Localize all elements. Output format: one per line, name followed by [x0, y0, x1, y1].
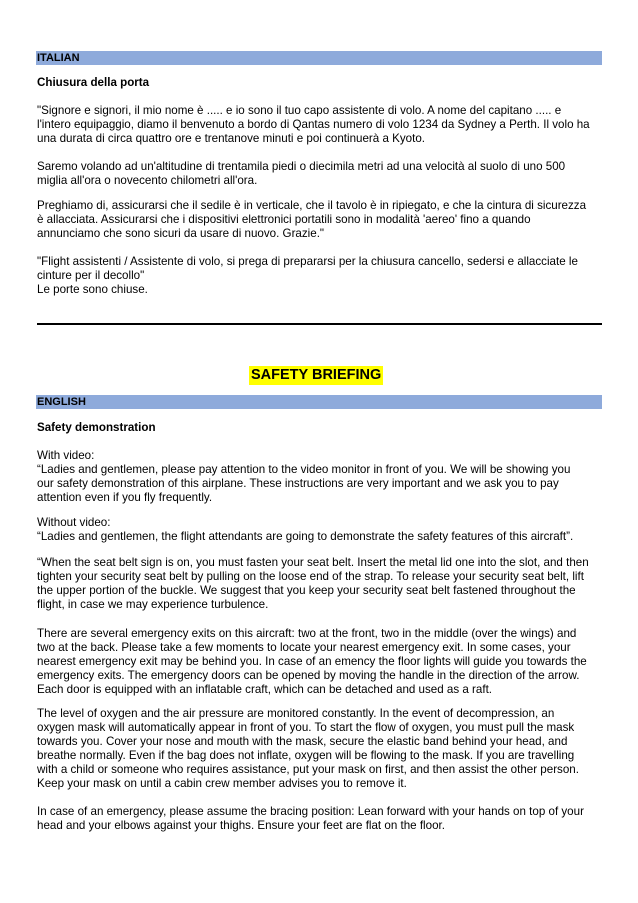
text-line: In case of an emergency, please assume the bracing position: Lean forward with your hands on top of your [37, 805, 584, 818]
text-line: Each door is equipped with an inflatable craft, which can be detached and used as a raft. [37, 683, 493, 697]
english-paragraph-2 [37, 516, 607, 544]
text-line: With video: [37, 449, 95, 462]
english-paragraph-5 [37, 707, 607, 792]
text-line: with a child or someone who requires assistance, put your mask on first, and then assist the other person. [37, 763, 579, 777]
italian-paragraph-2 [37, 160, 607, 188]
text-line: cinture per il decollo" [37, 269, 145, 283]
text-line: "Signore e signori, il mio nome è ..... e io sono il tuo capo assistente di volo. A nome del capitano ..... e [37, 104, 562, 117]
text-line: two at the back. Please take a few moments to locate your nearest emergency exit. In some cases, your [37, 641, 571, 655]
text-line: our safety demonstration of this airplane. These instructions are very important and we ask you to pay [37, 477, 559, 491]
text-line: “Ladies and gentlemen, the flight attendants are going to demonstrate the safety features of this aircraft”. [37, 530, 574, 544]
text-line: the upper portion of the buckle. We suggest that you keep your security seat belt fastened throughout the [37, 584, 576, 598]
text-line: miglia all'ora o novecento chilometri all'ora. [37, 174, 258, 188]
text-line: annunciamo che sono sicuri da usare di nuovo. Grazie." [37, 227, 325, 241]
italian-subheading: Chiusura della porta [37, 76, 150, 89]
section-divider [37, 323, 602, 325]
italian-paragraph-3 [37, 199, 607, 241]
italian-paragraph-4 [37, 255, 607, 297]
text-line: nearest emergency exit may be behind you. In case of an emency the floor lights will guide you towards the [37, 655, 587, 669]
english-paragraph-1 [37, 449, 607, 505]
italian-section-header: ITALIAN [36, 51, 602, 65]
english-paragraph-6 [37, 805, 607, 833]
text-line: The level of oxygen and the air pressure are monitored constantly. In the event of decompression, an [37, 707, 555, 720]
text-line: l'intero equipaggio, diamo il benvenuto a bordo di Qantas numero di volo 1234 da Sydney a Perth. Il volo ha [37, 118, 590, 132]
text-line: breathe normally. Even if the bag does not inflate, oxygen will be flowing to the mask. If you are travelling [37, 749, 575, 763]
text-line: tighten your security seat belt by pulling on the loose end of the strap. To release your security seat belt, lift [37, 570, 584, 584]
text-line: “Ladies and gentlemen, please pay attention to the video monitor in front of you. We will be showing you [37, 463, 571, 477]
text-line: attention even if you fly frequently. [37, 491, 213, 505]
text-line: una durata di circa quattro ore e trentanove minuti e poi continuerà a Kyoto. [37, 132, 425, 146]
text-line: “When the seat belt sign is on, you must fasten your seat belt. Insert the metal lid one into the slot, and then [37, 556, 589, 569]
english-paragraph-4 [37, 627, 607, 697]
english-paragraph-3 [37, 556, 607, 612]
text-line: head and your elbows against your thighs. Ensure your feet are flat on the floor. [37, 819, 445, 833]
text-line: Preghiamo di, assicurarsi che il sedile è in verticale, che il tavolo è in ripiegato, e che la cintura di sicurezza [37, 199, 587, 212]
english-section-header: ENGLISH [36, 395, 602, 409]
safety-briefing-title: SAFETY BRIEFING [251, 367, 382, 383]
text-line: Without video: [37, 516, 111, 529]
text-line: towards you. Cover your nose and mouth with the mask, secure the elastic band behind your head, and [37, 735, 568, 749]
text-line: flight, in case we may experience turbulence. [37, 598, 269, 612]
text-line: Keep your mask on until a cabin crew member advises you to remove it. [37, 777, 407, 791]
text-line: There are several emergency exits on this aircraft: two at the front, two in the middle (over the wings) and [37, 627, 577, 640]
italian-paragraph-1 [37, 104, 607, 146]
text-line: è allacciata. Assicurarsi che i dispositivi elettronici portatili sono in modalità 'aereo' fino a quando [37, 213, 531, 227]
english-subheading: Safety demonstration [37, 421, 156, 434]
text-line: oxygen mask will automatically appear in front of you. To start the flow of oxygen, you must pull the mask [37, 721, 575, 735]
text-line: "Flight assistenti / Assistente di volo, si prega di prepararsi per la chiusura cancello, sedersi e allacciate le [37, 255, 578, 268]
text-line: emergency exits. The emergency doors can be opened by moving the handle in the direction of the arrow. [37, 669, 580, 683]
text-line: Le porte sono chiuse. [37, 283, 148, 297]
text-line: Saremo volando ad un'altitudine di trentamila piedi o diecimila metri ad una velocità al suolo di uno 500 [37, 160, 566, 173]
